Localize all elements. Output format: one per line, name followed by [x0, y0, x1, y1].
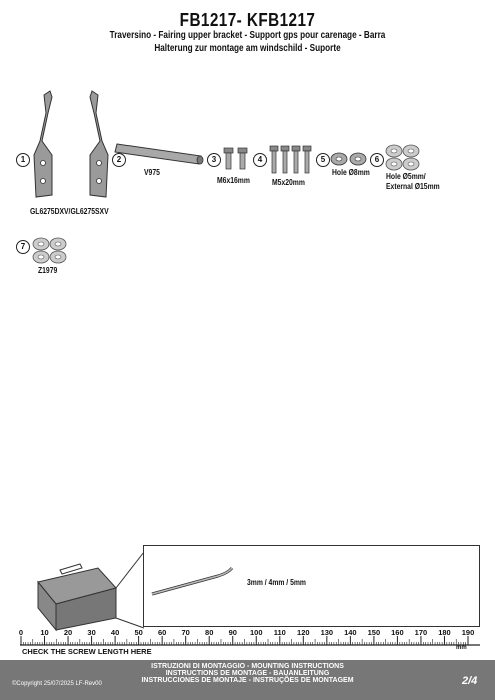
z1979-washers-image: [31, 237, 71, 265]
part-label-7: Z1979: [38, 266, 58, 275]
bracket-pair-image: [30, 85, 120, 205]
ruler-tick-label: 10: [40, 628, 49, 637]
tools-panel: [143, 545, 480, 627]
ruler-tick-label: 180: [438, 628, 451, 637]
footer-line-3: INSTRUCCIONES DE MONTAJE - INSTRUÇÕES DE MONTAGEM: [141, 677, 354, 684]
part-label-1: GL6275DXV/GL6275SXV: [30, 207, 109, 216]
flat-washers-image: [384, 143, 424, 173]
part-number-5: 5: [316, 153, 330, 167]
ruler-caption: CHECK THE SCREW LENGTH HERE: [22, 647, 152, 656]
ruler-tick-label: 90: [228, 628, 237, 637]
part-label-5: Hole Ø8mm: [332, 168, 370, 177]
ruler-tick-label: 130: [320, 628, 334, 637]
part-number-6: 6: [370, 153, 384, 167]
ruler-tick-label: 160: [391, 628, 404, 637]
ruler-tick-label: 70: [181, 628, 190, 637]
ruler-tick-label: 190: [461, 628, 475, 637]
ruler-tick-label: 150: [367, 628, 381, 637]
ruler-tick-label: 60: [157, 628, 167, 637]
bar-image: [113, 138, 208, 166]
ruler-tick-label: 50: [134, 628, 143, 637]
document-subtitle-1: Traversino - Fairing upper bracket - Support gps pour carenage - Barra: [109, 30, 386, 41]
ruler-tick-label: 100: [249, 628, 263, 637]
lock-washers-image: [330, 150, 372, 168]
ruler-tick-label: 20: [63, 628, 73, 637]
part-number-3: 3: [207, 153, 221, 167]
ruler-unit: mm: [456, 645, 467, 651]
part-label-2: V975: [144, 168, 160, 177]
part-number-1: 1: [16, 153, 30, 167]
part-number-7: 7: [16, 240, 30, 254]
page-number: 2/4: [462, 675, 478, 687]
part-label-4: M5x20mm: [272, 178, 305, 187]
part-number-4: 4: [253, 153, 267, 167]
part-number-2: 2: [112, 153, 126, 167]
ruler-tick-label: 120: [297, 628, 310, 637]
footer-line-2: INSTRUCTIONS DE MONTAGE - BAUANLEITUNG: [165, 670, 330, 677]
ruler-tick-label: 30: [87, 628, 96, 637]
document-title: FB1217- KFB1217: [179, 10, 316, 30]
allen-key-icon: [150, 566, 240, 598]
ruler-tick-label: 0: [18, 628, 24, 637]
ruler-tick-label: 140: [344, 628, 357, 637]
document-subtitle-2: Halterung zur montage am windschild - Suporte: [154, 43, 341, 54]
part-label-6-line2: External Ø15mm: [386, 182, 440, 191]
part-label-3: M6x16mm: [217, 176, 250, 185]
footer-line-1: ISTRUZIONI DI MONTAGGIO - MOUNTING INSTRUCTIONS: [151, 663, 344, 670]
allen-key-label: 3mm / 4mm / 5mm: [247, 578, 306, 587]
ruler-tick-label: 170: [414, 628, 428, 637]
m6-screws-image: [222, 145, 252, 171]
copyright-notice: ©Copyright 25/07/2025 LF-Rev00: [12, 681, 102, 687]
ruler-tick-label: 40: [110, 628, 120, 637]
ruler-tick-label: 80: [205, 628, 214, 637]
m5-screws-image: [268, 143, 316, 177]
ruler-tick-label: 110: [273, 628, 286, 637]
part-label-6-line1: Hole Ø5mm/: [386, 172, 426, 181]
